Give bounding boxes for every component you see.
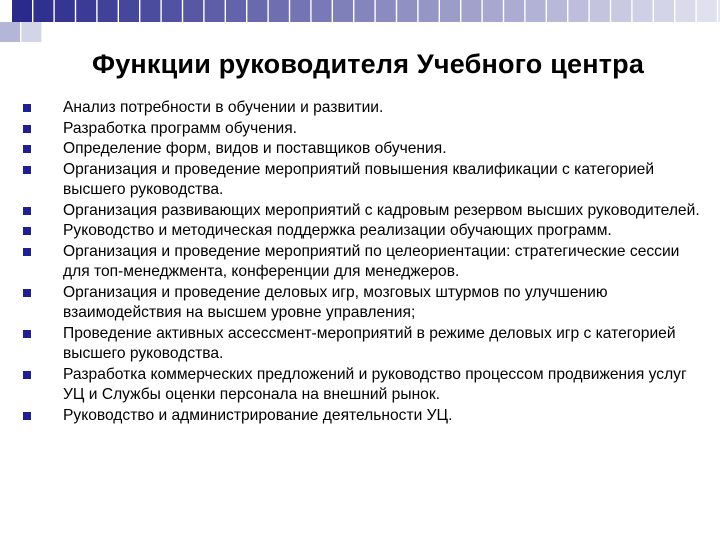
bullet-item	[22, 283, 702, 324]
decorative-square	[226, 0, 246, 22]
decorative-square	[162, 0, 182, 22]
bullet-text: Разработка программ обучения.	[63, 119, 297, 137]
decorative-square	[12, 0, 32, 22]
square-bullet-icon	[23, 145, 31, 153]
bullet-text: Организация и проведение деловых игр, мозговых штурмов по улучшению взаимодействия на высшем уровне управления;	[63, 283, 608, 321]
decorative-square	[611, 0, 631, 22]
decorative-square	[333, 0, 353, 22]
square-bullet-icon	[23, 248, 31, 256]
bullet-text: Определение форм, видов и поставщиков обучения.	[63, 140, 447, 157]
decorative-square	[654, 0, 674, 22]
decorative-square	[269, 0, 289, 22]
bullet-text: Организация и проведение мероприятий повышения квалификации с категорией высшего руководства.	[63, 160, 655, 198]
decorative-square	[461, 0, 481, 22]
bullet-text: Руководство и методическая поддержка реализации обучающих программ.	[63, 222, 612, 239]
bullet-list	[22, 98, 702, 426]
square-bullet-icon	[23, 289, 31, 297]
bullet-text: Руководство и администрирование деятельности УЦ.	[63, 406, 453, 424]
bullet-text: Анализ потребности в обучении и развитии.	[63, 99, 384, 116]
decorative-square	[568, 0, 588, 22]
square-bullet-icon	[23, 330, 31, 338]
square-bullet-icon	[23, 227, 31, 235]
decorative-square	[590, 0, 610, 22]
decorative-square	[33, 0, 53, 22]
decorative-square	[205, 0, 225, 22]
bullet-text: Проведение активных ассессмент-мероприятий в режиме деловых игр с категорией высшего руководства.	[63, 324, 676, 362]
decorative-square	[183, 0, 203, 22]
decorative-square	[526, 0, 546, 22]
decorative-square	[376, 0, 396, 22]
square-bullet-icon	[23, 166, 31, 174]
decorative-square	[21, 22, 41, 42]
square-bullet-icon	[23, 412, 31, 420]
bullet-item	[22, 139, 702, 160]
bullet-text: Разработка коммерческих предложений и руководство процессом продвижения услуг УЦ и Службы оценки персонала на внешний рынок.	[63, 365, 687, 403]
bullet-item	[22, 242, 702, 283]
decorative-square	[119, 0, 139, 22]
bullet-item	[22, 201, 702, 222]
decorative-square	[547, 0, 567, 22]
bullet-text: Организация развивающих мероприятий с кадровым резервом высших руководителей.	[63, 201, 700, 219]
decorative-square	[354, 0, 374, 22]
bullet-item	[22, 221, 702, 242]
decorative-square	[419, 0, 439, 22]
square-bullet-icon	[23, 125, 31, 133]
decorative-square	[290, 0, 310, 22]
bullet-text: Организация и проведение мероприятий по целеориентации: стратегические сессии для топ-менеджмента, конференции для менеджеров.	[63, 242, 680, 280]
decorative-square	[55, 0, 75, 22]
decorative-square	[0, 22, 20, 42]
bullet-item	[22, 98, 702, 119]
decorative-square	[140, 0, 160, 22]
decorative-square	[98, 0, 118, 22]
bullet-item	[22, 406, 702, 427]
bullet-item	[22, 160, 702, 201]
decorative-square	[312, 0, 332, 22]
decorative-square	[247, 0, 267, 22]
decorative-square	[633, 0, 653, 22]
decorative-square	[697, 0, 717, 22]
bullet-item	[22, 365, 702, 406]
decorative-squares-banner	[0, 0, 720, 48]
decorative-square	[440, 0, 460, 22]
decorative-square	[483, 0, 503, 22]
square-bullet-icon	[23, 207, 31, 215]
bullet-item	[22, 119, 702, 140]
decorative-square	[397, 0, 417, 22]
decorative-square	[504, 0, 524, 22]
decorative-square	[675, 0, 695, 22]
square-bullet-icon	[23, 104, 31, 112]
bullet-item	[22, 324, 702, 365]
decorative-square	[76, 0, 96, 22]
square-bullet-icon	[23, 371, 31, 379]
slide-title: Функции руководителя Учебного центра	[91, 49, 645, 79]
